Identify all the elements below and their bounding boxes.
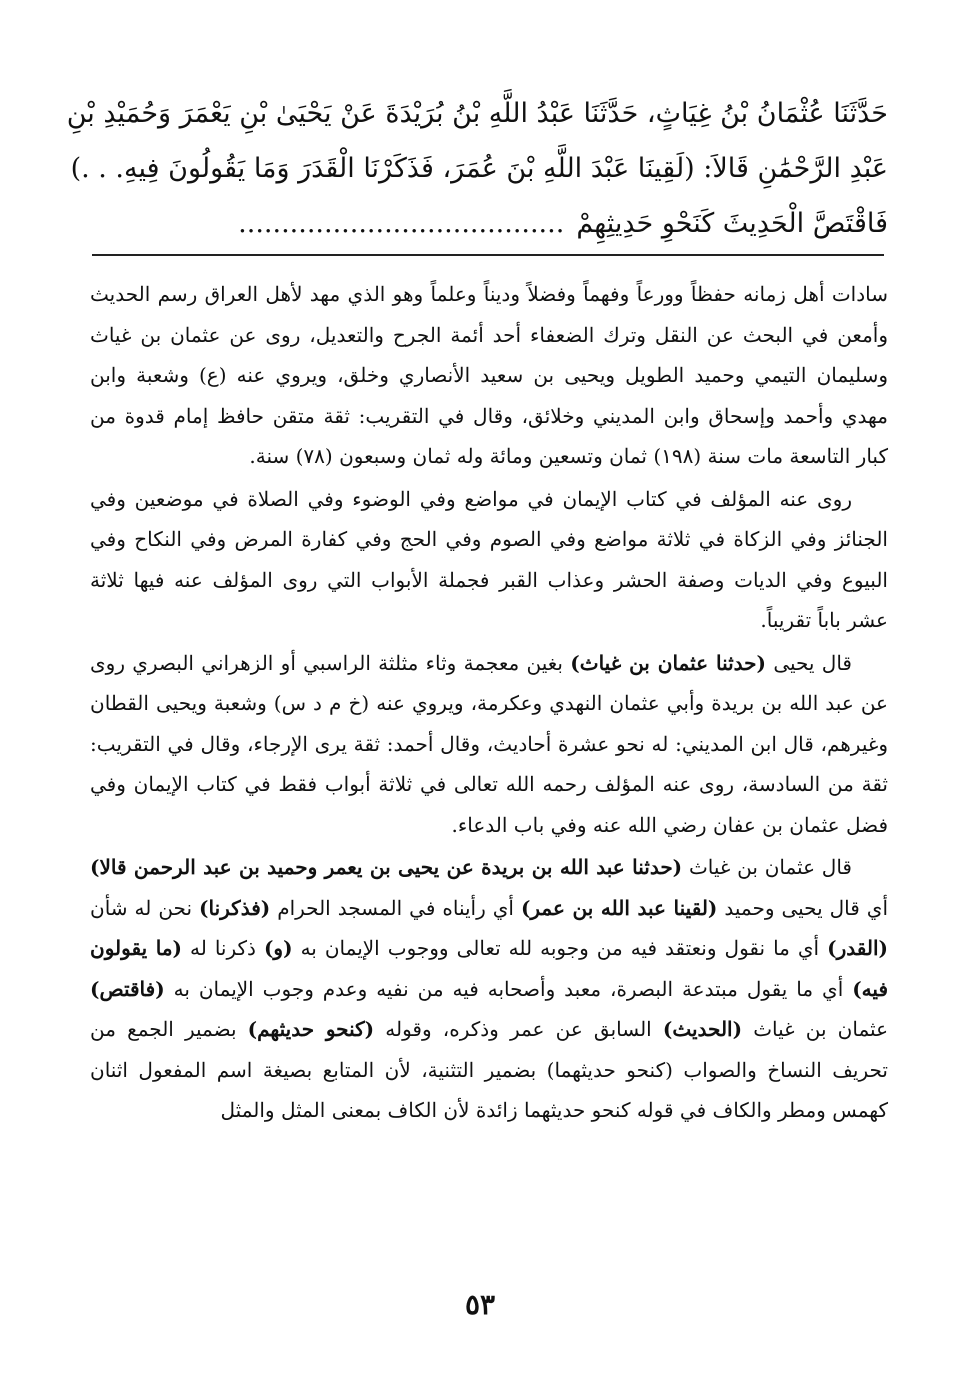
text-run: بغين معجمة وثاء مثلثة الراسبي أو الزهراني البصري روى عن عبد الله بن بريدة وأبي عثمان النهدي وعكرمة، ويروي عنه (خ م د س) وشعبة ويحيى القطان وغيرهم، قال ابن المديني: له نحو عشرة أحاديث، وقال أحمد: ثقة يرى الإرجاء، وقال في التقريب: ثقة من السادسة، روى عنه المؤلف رحمه الله تعالى في ثلاثة أبواب فقط في كتاب الإيمان وفي فضل عثمان بن عفان رضي الله عنه وفي باب الدعاء.: [90, 650, 888, 837]
hadith-line-3: [82, 196, 888, 251]
bold-quote: (الحديث): [662, 1017, 743, 1041]
text-run: قال عثمان بن غياث: [682, 855, 852, 879]
bold-quote: (حدثنا عثمان بن غياث): [570, 650, 767, 675]
text-run: عثمان بن غياث: [742, 1017, 888, 1041]
text-run: أي رأيناه في المسجد الحرام: [270, 895, 521, 920]
commentary-paragraph-3: [90, 643, 888, 846]
ellipsis-dots: ......................................: [238, 208, 565, 239]
commentary-block: [90, 274, 888, 1133]
bold-quote: (فاقتص): [90, 976, 165, 1001]
text-run: أي قال يحيى وحميد: [717, 895, 888, 920]
bold-quote: (القدر): [827, 936, 888, 960]
footnote-divider: [92, 254, 884, 256]
hadith-line-2: عَبْدِ الرَّحْمَٰنِ قَالاَ: (لَقِينَا عَبْدَ اللَّهِ بْنَ عُمَرَ، فَذَكَرْنَا الْقَدَرَ وَمَا يَقُولُونَ فِيهِ. . .): [70, 153, 888, 184]
bold-quote: (فذكرنا): [199, 895, 271, 920]
bold-quote: (حدثنا عبد الله بن بريدة عن يحيى بن يعمر وحميد بن عبد الرحمن قالا): [90, 855, 683, 879]
page-number: ٥٣: [464, 1288, 496, 1321]
hadith-line-1: حَدَّثَنَا عُثْمَانُ بْنُ غِيَاثٍ، حَدَّثَنَا عَبْدُ اللَّهِ بْنُ بُرَيْدَةَ عَنْ يَحْيَىٰ بْنِ يَعْمَرَ وَحُمَيْدِ بْنِ: [66, 98, 888, 129]
bold-quote: (كنحو حديثهم): [247, 1017, 375, 1041]
bold-quote: (و): [263, 936, 293, 960]
hadith-text: [66, 86, 888, 251]
text-run: ذكرنا له: [182, 936, 264, 960]
text-run: قال يحيى: [766, 650, 852, 675]
bold-quote: (لقينا عبد الله بن عمر): [520, 895, 718, 920]
text-run: السابق عن عمر وذكره، وقوله: [374, 1017, 663, 1041]
text-run: نحن له شأن: [90, 895, 200, 920]
commentary-paragraph-1: سادات أهل زمانه حفظاً وورعاً وفهماً وفضلاً وديناً وعلماً وهو الذي مهد لأهل العراق رسم الحديث وأمعن في البحث عن النقل وترك الضعفاء أحد أئمة الجرح والتعديل، روى عن عثمان بن غياث وسليمان التيمي وحميد الطويل ويحيى بن سعيد الأنصاري وخلق، ويروي عنه (ع) وشعبة وابن مهدي وأحمد وإسحاق وابن المديني وخلائق، وقال في التقريب: ثقة متقن حافظ إمام قدوة من كبار التاسعة مات سنة (١٩٨) ثمان وتسعين ومائة وله ثمان وسبعون (٧٨) سنة.: [90, 282, 889, 468]
commentary-paragraph-4: [90, 847, 888, 1131]
commentary-paragraph-2: روى عنه المؤلف في كتاب الإيمان في مواضع وفي الوضوء وفي الصلاة في موضعين وفي الجنائز وفي الزكاة في ثلاثة مواضع وفي الصوم وفي الحج وفي كفارة المرض وفي النكاح وفي البيوع وفي الديات وصفة الحشر وعذاب القبر فجملة الأبواب التي روى المؤلف عنه فيها ثلاثة عشر باباً تقريباً.: [90, 486, 888, 632]
text-run: أي ما يقول مبتدعة البصرة، معبد وأصحابه فيه من نفيه وعدم وجوب الإيمان به: [164, 976, 853, 1001]
hadith-line-3-text: فَاقْتَصَّ الْحَدِيثَ كَنَحْوِ حَدِيثِهِمْ: [576, 208, 888, 239]
text-run: أي ما نقول ونعتقد فيه من وجوبه لله تعالى ووجوب الإيمان به: [292, 936, 828, 960]
bold-quote: (ما يقولون فيه): [90, 936, 888, 1001]
text-run: بضمير الجمع من تحريف النساخ والصواب (كنحو حديثهما) بضمير التثنية، لأن المتابع بصيغة اسم المفعول اثنان كهمس ومطر والكاف في قوله كنحو حديثهما زائدة لأن الكاف بمعنى المثل والمثل: [90, 1017, 888, 1122]
hadith-block: [66, 86, 888, 251]
